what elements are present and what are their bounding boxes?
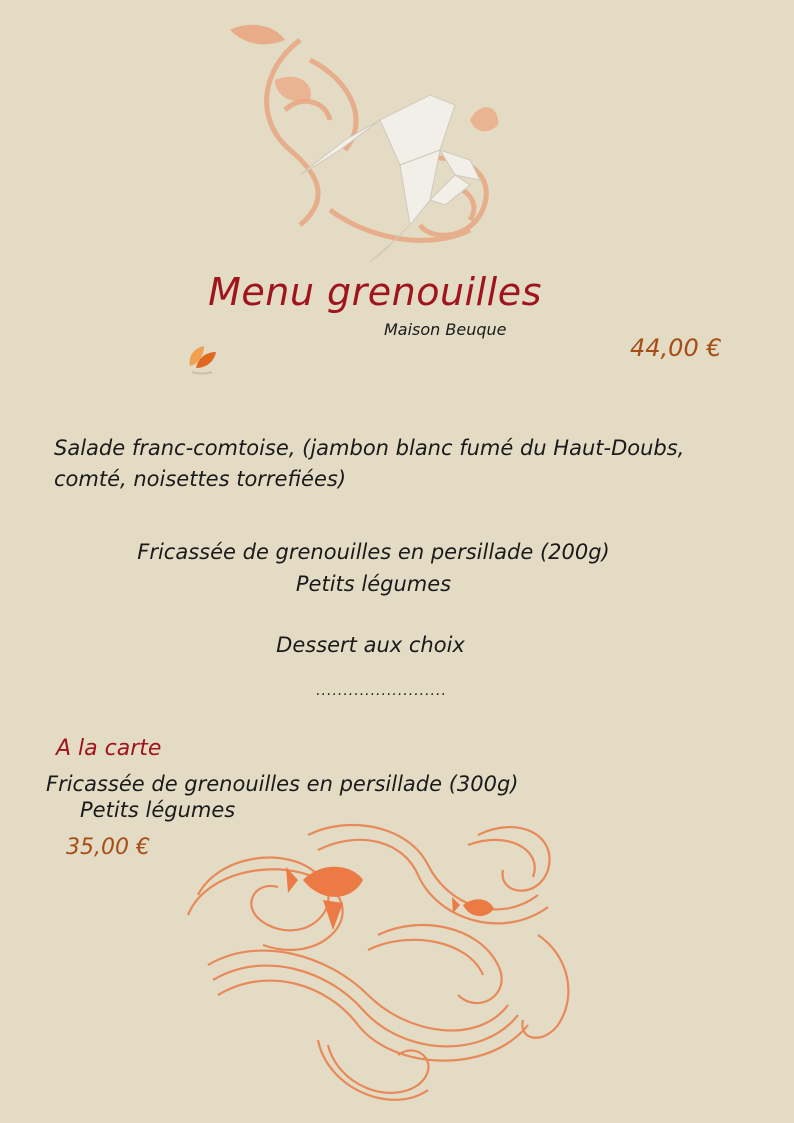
origami-frog-icon (0, 0, 794, 280)
main-course-line-2: Petits légumes (295, 572, 452, 596)
a-la-carte-title: A la carte (56, 736, 162, 761)
carte-item-line-2: Petits légumes (80, 798, 236, 822)
leaf-icon (182, 338, 222, 378)
menu-price: 44,00 € (630, 334, 722, 362)
dotted-separator: ........................ (316, 683, 447, 699)
carte-item-line-1: Fricassée de grenouilles en persillade (300g) (46, 772, 519, 796)
menu-title: Menu grenouilles (208, 270, 542, 314)
starter-line-1: Salade franc-comtoise, (jambon blanc fumé du Haut-Doubs, (54, 436, 685, 460)
main-course-line-1: Fricassée de grenouilles en persillade (200g) (137, 540, 610, 564)
carte-price: 35,00 € (66, 835, 150, 860)
fish-waves-ornament (178, 815, 598, 1115)
starter-line-2: comté, noisettes torrefiées) (54, 467, 347, 491)
dessert-line: Dessert aux choix (276, 633, 465, 657)
restaurant-name: Maison Beuque (384, 320, 507, 339)
